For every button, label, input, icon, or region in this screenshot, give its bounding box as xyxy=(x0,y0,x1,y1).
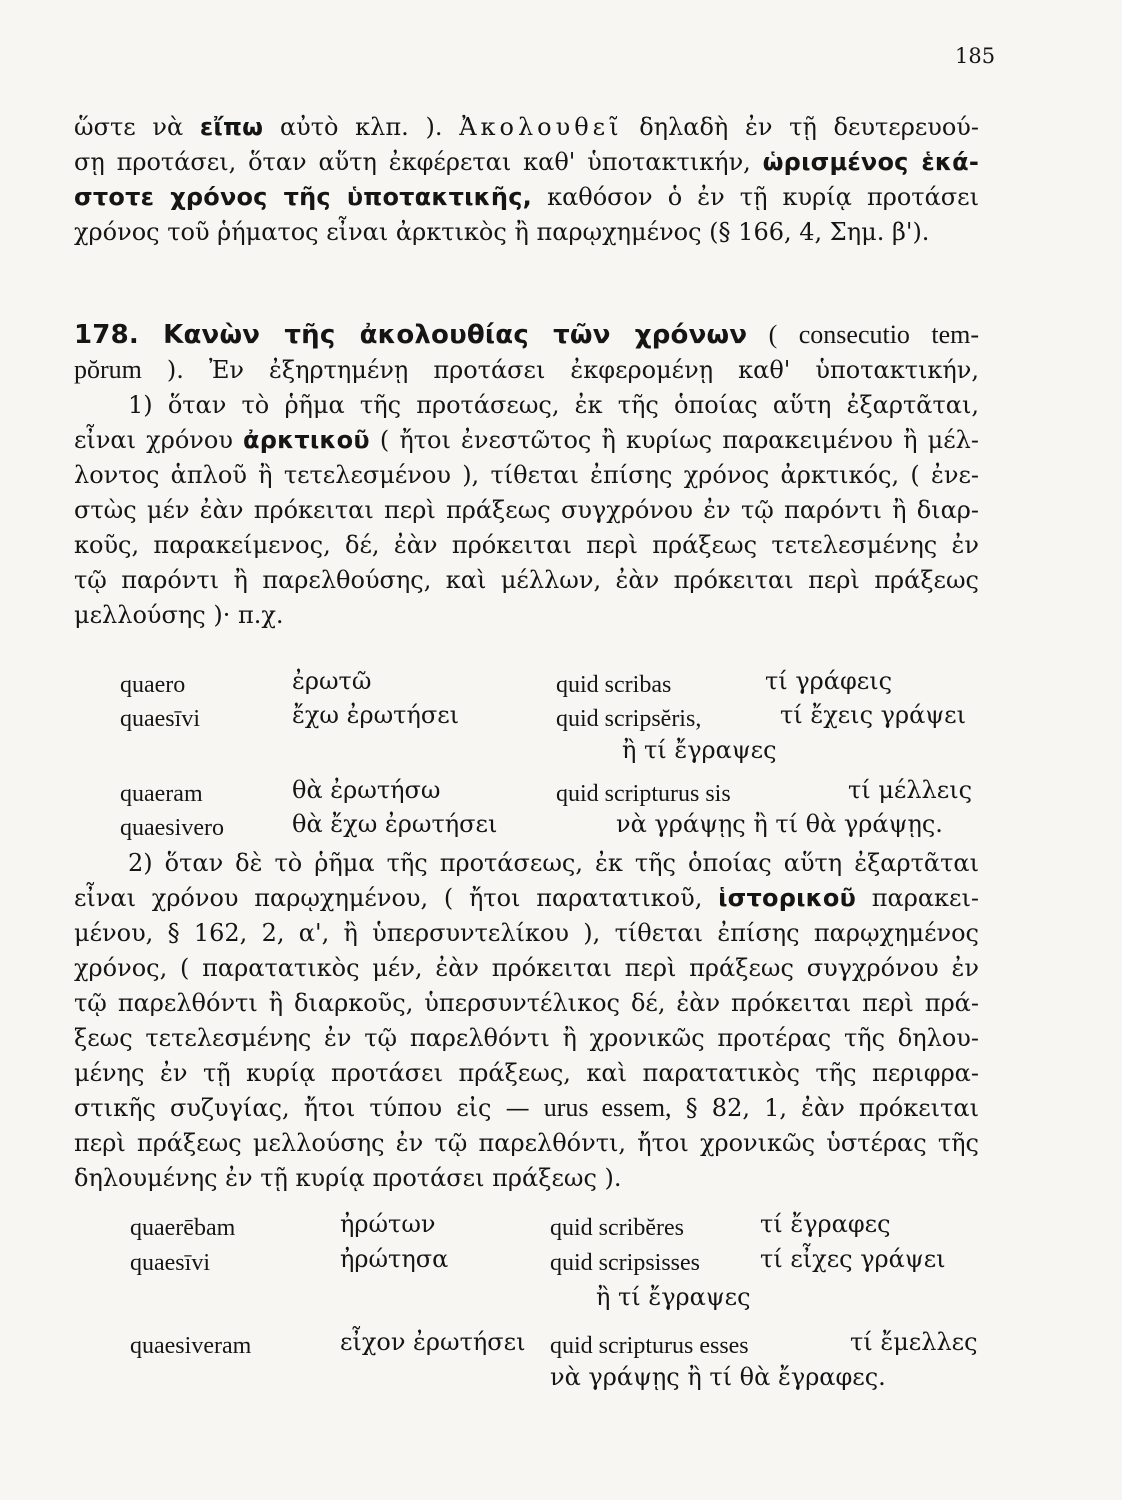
rule-2-line: χρόνος, ( παρατατικὸς μέν, ἐὰν πρόκειται περὶ πράξεως συγχρόνου ἐν xyxy=(74,954,979,982)
rule-1-line: μελλούσης )· π.χ. xyxy=(74,601,284,629)
example-greek: ἔχω ἐρωτήσει xyxy=(292,701,460,729)
section-heading: 178. Κανὼν τῆς ἀκολουθίας τῶν χρόνων ( consecutio tem- xyxy=(74,320,979,350)
example-clause-latin: quid scribĕres xyxy=(550,1215,684,1241)
rule-2-line: δηλουμένης ἐν τῇ κυρίᾳ προτάσει πράξεως ). xyxy=(74,1164,622,1192)
rule-1-line: στὼς μέν ἐὰν πρόκειται περὶ πράξεως συγχρόνου ἐν τῷ παρόντι ἢ διαρ- xyxy=(74,496,979,524)
example-clause-latin: quid scripturus esses xyxy=(550,1333,749,1359)
example-continuation: ἢ τί ἔγραψες xyxy=(622,736,777,764)
example-greek: εἶχον ἐρωτήσει xyxy=(340,1328,526,1356)
bold-term: στοτε χρόνος τῆς ὑποτακτικῆς, xyxy=(74,183,532,211)
bold-term: ἀρκτικοῦ xyxy=(243,426,370,454)
text-line: στοτε χρόνος τῆς ὑποτακτικῆς, καθόσον ὁ ἐν τῇ κυρίᾳ προτάσει xyxy=(74,183,980,211)
example-latin: quaesīvi xyxy=(120,706,200,732)
example-clause-greek: νὰ γράψῃς ἢ τί θὰ γράψῃς. xyxy=(616,810,943,838)
rule-1-line: κοῦς, παρακείμενος, δέ, ἐὰν πρόκειται περὶ πράξεως τετελεσμένης ἐν xyxy=(74,531,979,559)
example-latin: quaesivero xyxy=(120,815,224,841)
example-clause-latin: quid scripsĕris, xyxy=(556,706,702,732)
rule-2-line: ξεως τετελεσμένης ἐν τῷ παρελθόντι ἢ χρονικῶς προτέρας τῆς δηλου- xyxy=(74,1024,979,1052)
rule-1-line: εἶναι χρόνου ἀρκτικοῦ ( ἤτοι ἐνεστῶτος ἢ κυρίως παρακειμένου ἢ μέλ- xyxy=(74,426,979,454)
rule-2-line: μένου, § 162, 2, α', ἢ ὑπερσυντελίκου ), τίθεται ἐπίσης παρῳχημένος xyxy=(74,919,979,947)
rule-2-line: τῷ παρελθόντι ἢ διαρκοῦς, ὑπερσυντέλικος δέ, ἐὰν πρόκειται περὶ πρά- xyxy=(74,989,979,1017)
text-line: σῃ προτάσει, ὅταν αὕτη ἐκφέρεται καθ' ὑποτακτικήν, ὡρισμένος ἑκά- xyxy=(74,148,980,176)
rule-2-line: μένης ἐν τῇ κυρίᾳ προτάσει πράξεως, καὶ παρατατικὸς τῆς περιφρα- xyxy=(74,1059,979,1087)
example-clause-greek: τί γράφεις xyxy=(765,667,893,695)
example-greek: θὰ ἐρωτήσω xyxy=(292,776,441,804)
page-number: 185 xyxy=(955,44,996,68)
example-clause-greek: τί ἔχεις γράψει xyxy=(780,701,966,729)
example-clause-latin: quid scripturus sis xyxy=(556,781,731,807)
example-clause-latin: quid scripsisses xyxy=(550,1250,700,1276)
example-latin: quaeram xyxy=(120,781,203,807)
example-clause-greek: τί ἔγραφες xyxy=(760,1210,891,1238)
rule-2-line: στικῆς συζυγίας, ἤτοι τύπου εἰς — urus essem, § 82, 1, ἐὰν πρόκειται xyxy=(74,1093,979,1122)
section-title: 178. Κανὼν τῆς ἀκολουθίας τῶν χρόνων xyxy=(74,320,748,350)
rule-1-line: τῷ παρόντι ἢ παρελθούσης, καὶ μέλλων, ἐὰν πρόκειται περὶ πράξεως xyxy=(74,566,979,594)
rule-2-line: 2) ὅταν δὲ τὸ ῥῆμα τῆς προτάσεως, ἐκ τῆς ὁποίας αὕτη ἐξαρτᾶται xyxy=(128,849,979,877)
example-clause-greek: τί ἔμελλες xyxy=(850,1328,978,1356)
example-clause-greek: τί μέλλεις xyxy=(848,776,973,804)
text-line: χρόνος τοῦ ῥήματος εἶναι ἀρκτικὸς ἢ παρῳχημένος (§ 166, 4, Σημ. β'). xyxy=(74,218,930,246)
spaced-word: Ἀκολουθεῖ xyxy=(459,113,623,141)
bold-term: ἱστορικοῦ xyxy=(718,884,856,912)
bold-term: εἴπω xyxy=(199,113,264,141)
bold-term: ὡρισμένος ἑκά- xyxy=(762,148,980,176)
text-line: pŏrum ). Ἐν ἐξηρτημένῃ προτάσει ἐκφερομένῃ καθ' ὑποτακτικήν, xyxy=(74,355,979,384)
example-latin: quaerēbam xyxy=(130,1215,236,1241)
rule-2-line: περὶ πράξεως μελλούσης ἐν τῷ παρελθόντι, ἤτοι χρονικῶς ὑστέρας τῆς xyxy=(74,1129,979,1157)
example-clause-greek: τί εἶχες γράψει xyxy=(760,1245,946,1273)
example-continuation: νὰ γράψῃς ἢ τί θὰ ἔγραφες. xyxy=(550,1363,886,1391)
example-greek: ἐρωτῶ xyxy=(292,667,372,695)
rule-2-line: εἶναι χρόνου παρῳχημένου, ( ἤτοι παρατατικοῦ, ἱστορικοῦ παρακει- xyxy=(74,884,979,912)
example-latin: quaesīvi xyxy=(130,1250,210,1276)
rule-1-line: 1) ὅταν τὸ ῥῆμα τῆς προτάσεως, ἐκ τῆς ὁποίας αὕτη ἐξαρτᾶται, xyxy=(128,391,979,419)
example-latin: quaero xyxy=(120,672,186,698)
rule-1-line: λοντος ἁπλοῦ ἢ τετελεσμένου ), τίθεται ἐπίσης χρόνος ἀρκτικός, ( ἐνε- xyxy=(74,461,979,489)
text-line: ὥστε νὰ εἴπω αὐτὸ κλπ. ). Ἀκολουθεῖ δηλαδὴ ἐν τῇ δευτερευού- xyxy=(74,113,979,141)
example-greek: ἠρώτων xyxy=(340,1210,436,1238)
example-greek: ἠρώτησα xyxy=(340,1245,449,1273)
example-clause-latin: quid scribas xyxy=(556,672,672,698)
example-continuation: ἢ τί ἔγραψες xyxy=(596,1283,751,1311)
example-latin: quaesiveram xyxy=(130,1333,252,1359)
example-greek: θὰ ἔχω ἐρωτήσει xyxy=(292,810,498,838)
